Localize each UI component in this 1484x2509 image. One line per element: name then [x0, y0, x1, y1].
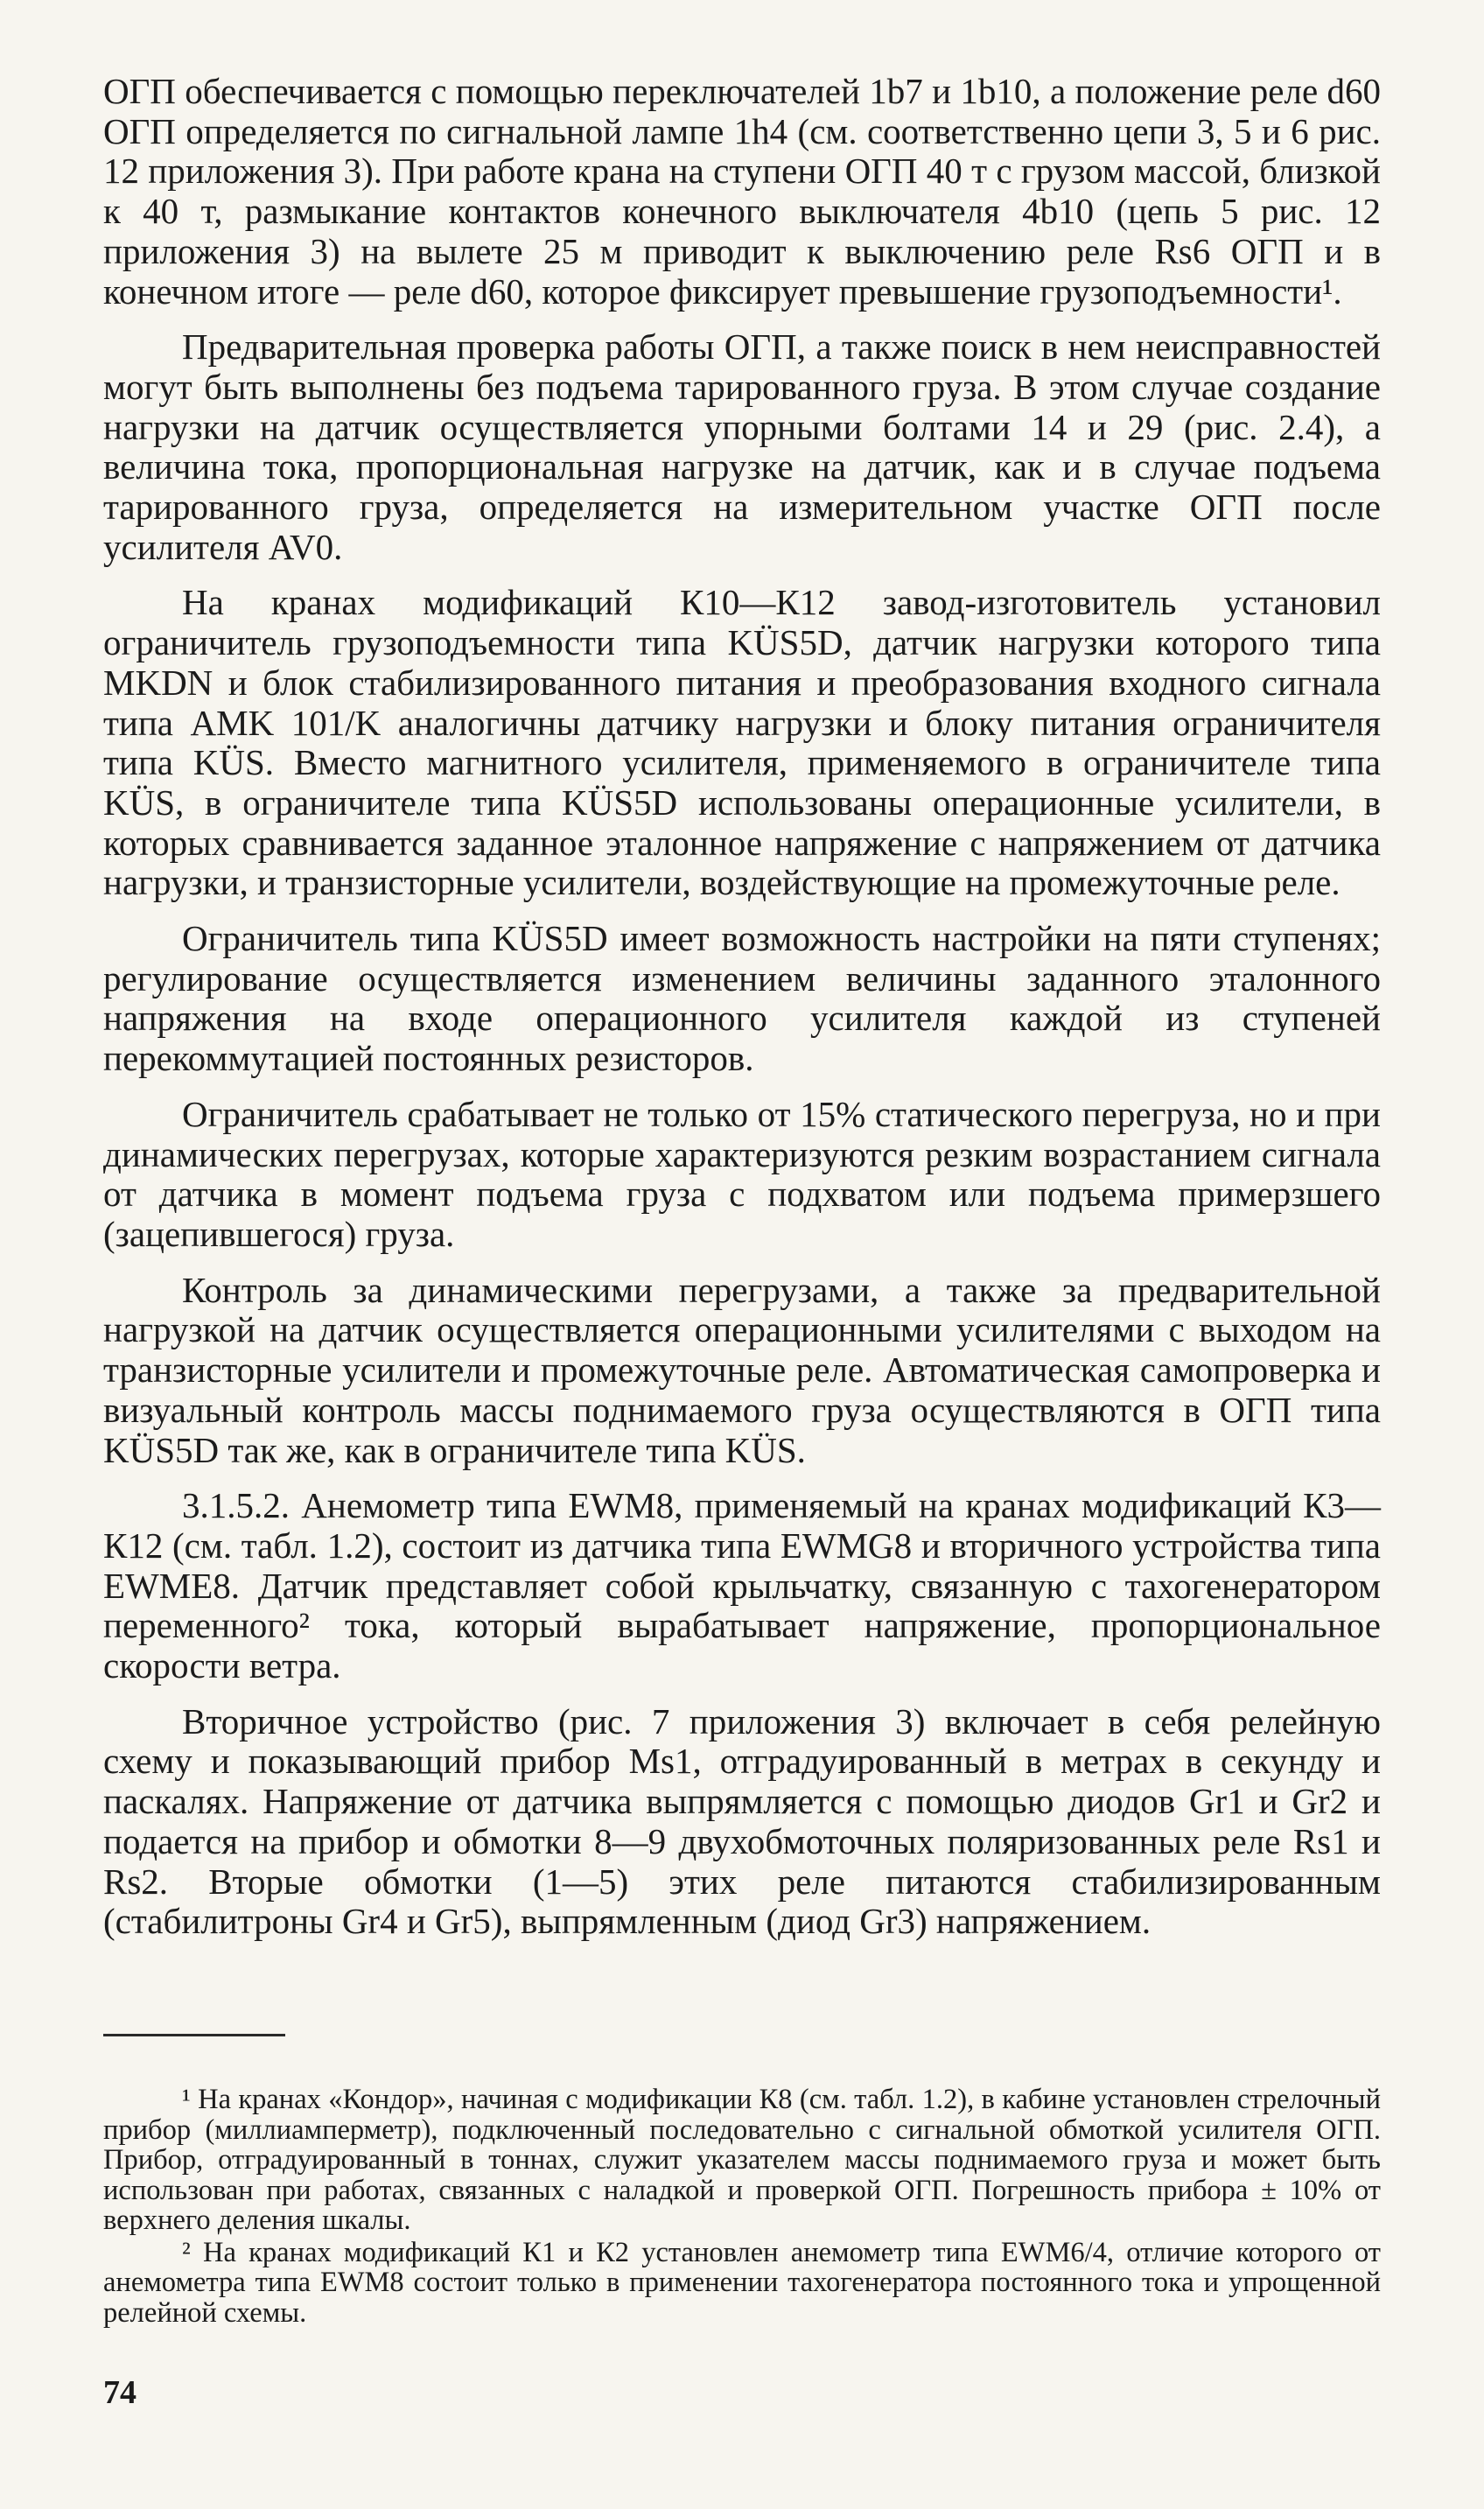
footnote-1: ¹ На кранах «Кондор», начиная с модификации К8 (см. табл. 1.2), в кабине установлен стрелочный прибор (миллиамперметр), подключенный последовательно с сигнальной обмоткой усилителя ОГП. Прибор, отградуированный в тоннах, служит указателем массы поднимаемого груза и может быть использован при работах, связанных с наладкой и проверкой ОГП. Погрешность прибора ± 10% от верхнего деления шкалы.: [103, 2084, 1381, 2236]
paragraph-4: Ограничитель типа KÜS5D имеет возможность настройки на пяти ступенях; регулирование осуществляется изменением величины заданного эталонного напряжения на входе операционного усилителя каждой из ступеней перекоммутацией постоянных резисторов.: [103, 918, 1381, 1079]
paragraph-2: Предварительная проверка работы ОГП, а также поиск в нем неисправностей могут быть выполнены без подъема тарированного груза. В этом случае создание нагрузки на датчик осуществляется упорными болтами 14 и 29 (рис. 2.4), а величина тока, пропорциональная нагрузке на датчик, как и в случае подъема тарированного груза, определяется на измерительном участке ОГП после усилителя AV0.: [103, 326, 1381, 567]
paragraph-6: Контроль за динамическими перегрузами, а также за предварительной нагрузкой на датчик осуществляется операционными усилителями с выходом на транзисторные усилители и промежуточные реле. Автоматическая самопроверка и визуальный контроль массы поднимаемого груза осуществляются в ОГП типа KÜS5D так же, как в ограничителе типа KÜS.: [103, 1269, 1381, 1470]
paragraph-5: Ограничитель срабатывает не только от 15% статического перегруза, но и при динамических перегрузах, которые характеризуются резким возрастанием сигнала от датчика в момент подъема груза с подхватом или подъема примерзшего (зацепившегося) груза.: [103, 1093, 1381, 1254]
paragraph-7: 3.1.5.2. Анемометр типа EWM8, применяемый на кранах модификаций К3—К12 (см. табл. 1.2), состоит из датчика типа EWMG8 и вторичного устройства типа EWME8. Датчик представляет собой крыльчатку, связанную с тахогенератором переменного² тока, который вырабатывает напряжение, пропорциональное скорости ветра.: [103, 1485, 1381, 1686]
paragraph-3: На кранах модификаций К10—К12 завод-изготовитель установил ограничитель грузоподъемности типа KÜS5D, датчик нагрузки которого типа MKDN и блок стабилизированного питания и преобразования входного сигнала типа AMK 101/K аналогичны датчику нагрузки и блоку питания ограничителя типа KÜS. Вместо магнитного усилителя, применяемого в ограничителе типа KÜS, в ограничителе типа KÜS5D использованы операционные усилители, в которых сравнивается заданное эталонное напряжение с напряжением от датчика нагрузки, и транзисторные усилители, воздействующие на промежуточные реле.: [103, 582, 1381, 903]
footnote-divider: [103, 2034, 285, 2036]
paragraph-1: ОГП обеспечивается с помощью переключателей 1b7 и 1b10, а положение реле d60 ОГП определяется по сигнальной лампе 1h4 (см. соответственно цепи 3, 5 и 6 рис. 12 приложения 3). При работе крана на ступени ОГП 40 т с грузом массой, близкой к 40 т, размыкание контактов конечного выключателя 4b10 (цепь 5 рис. 12 приложения 3) на вылете 25 м приводит к выключению реле Rs6 ОГП и в конечном итоге — реле d60, которое фиксирует превышение грузоподъемности¹.: [103, 71, 1381, 312]
footnote-2: ² На кранах модификаций К1 и К2 установлен анемометр типа EWM6/4, отличие которого от анемометра типа EWM8 состоит только в применении тахогенератора постоянного тока и упрощенной релейной схемы.: [103, 2236, 1381, 2329]
footnotes: [103, 2085, 1381, 2328]
paragraph-8: Вторичное устройство (рис. 7 приложения 3) включает в себя релейную схему и показывающий прибор Ms1, отградуированный в метрах в секунду и паскалях. Напряжение от датчика выпрямляется с помощью диодов Gr1 и Gr2 и подается на прибор и обмотки 8—9 двухобмоточных поляризованных реле Rs1 и Rs2. Вторые обмотки (1—5) этих реле питаются стабилизированным (стабилитроны Gr4 и Gr5), выпрямленным (диод Gr3) напряжением.: [103, 1700, 1381, 1942]
page-number: 74: [103, 2374, 136, 2411]
page-body: [103, 72, 1381, 1942]
